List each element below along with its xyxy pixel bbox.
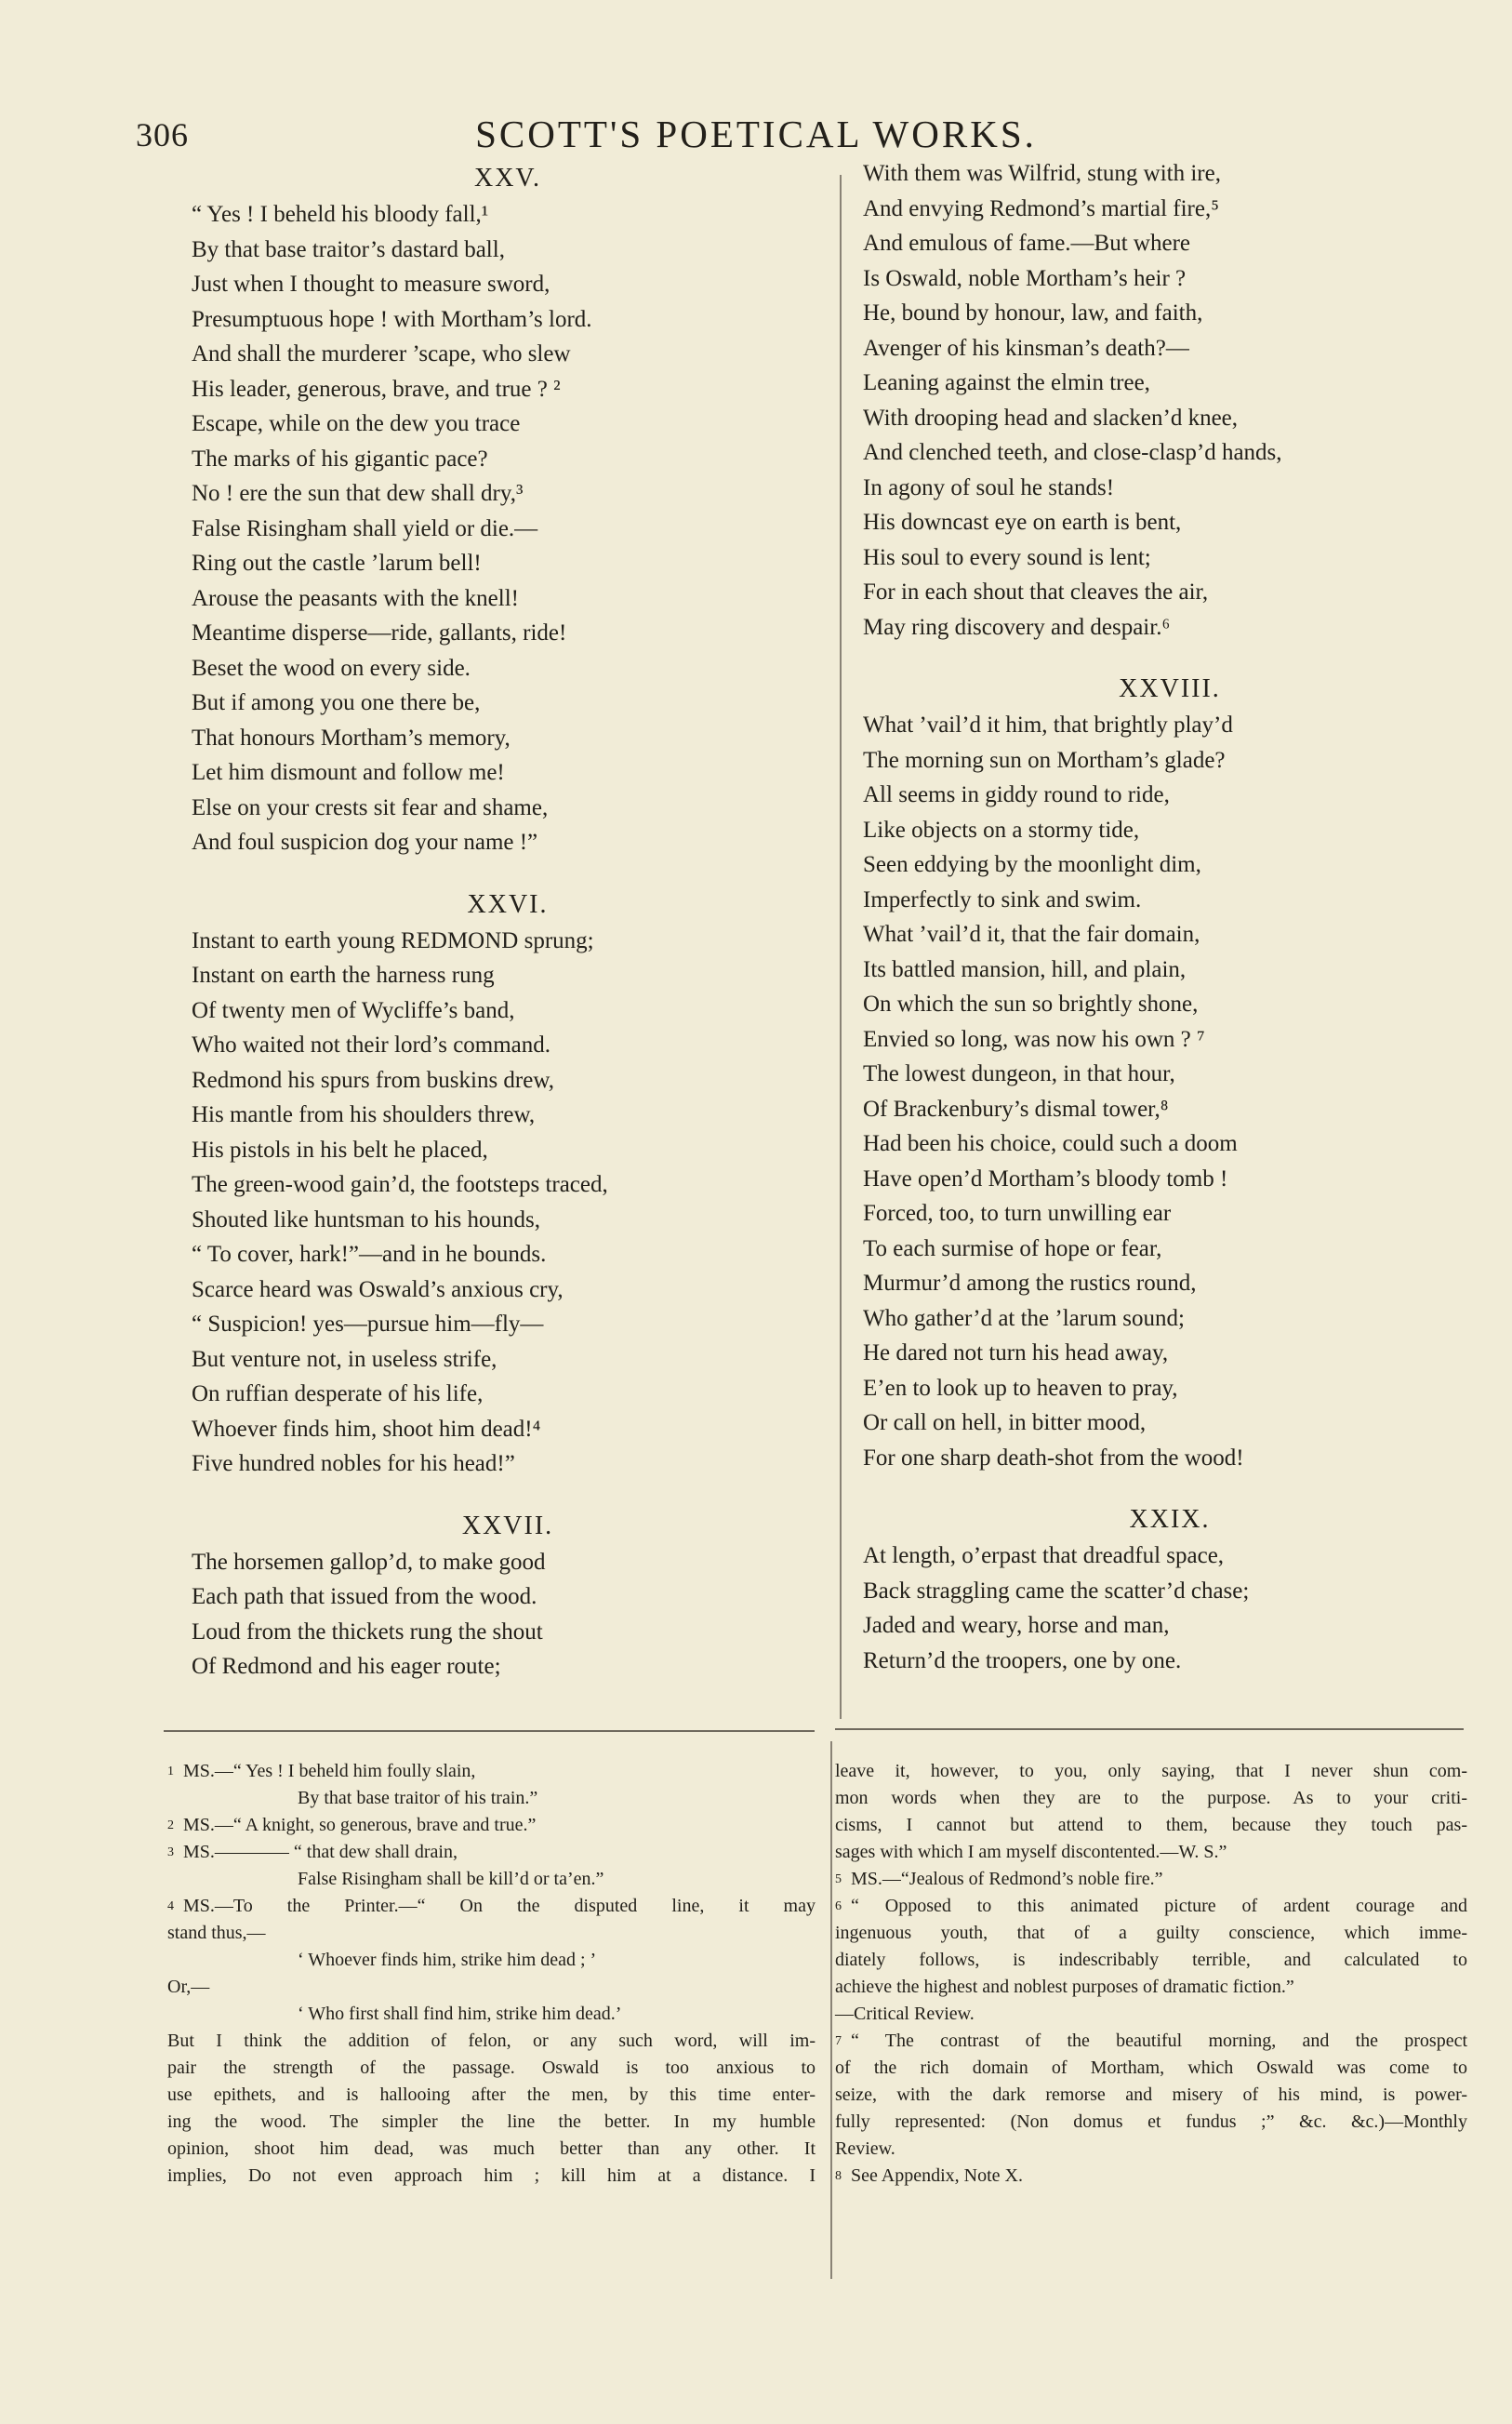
verse-line: He, bound by honour, law, and faith, <box>863 300 1203 326</box>
stanza <box>863 1505 1477 1678</box>
verse-line: On ruffian desperate of his life, <box>192 1381 484 1406</box>
footnote-line <box>167 2028 816 2055</box>
footnote-line <box>167 2082 816 2109</box>
footnote-text: —Critical Review. <box>835 2004 975 2024</box>
verse-line: Like objects on a stormy tide, <box>863 817 1140 843</box>
verse-line: And clenched teeth, and close-clasp’d hands, <box>863 440 1282 465</box>
verse-line: What ’vail’d it, that the fair domain, <box>863 922 1200 947</box>
verse-line: The horsemen gallop’d, to make good <box>192 1549 546 1575</box>
footnote-line <box>835 2028 1467 2055</box>
footnote-text: pair the strength of the passage. Oswald is too anxious to <box>167 2058 816 2078</box>
page-number: 306 <box>136 116 189 153</box>
verse-line: At length, o’erpast that dreadful space, <box>863 1543 1225 1568</box>
verse-line: Forced, too, to turn unwilling ear <box>863 1201 1172 1226</box>
verse-line: He dared not turn his head away, <box>863 1340 1169 1365</box>
footnote-text: MS.—“Jealous of Redmond’s noble fire.” <box>851 1869 1163 1889</box>
footnote-text: stand thus,— <box>167 1923 266 1943</box>
footnote-text: cisms, I cannot but attend to them, because they touch pas- <box>835 1815 1467 1835</box>
footnote-text: mon words when they are to the purpose. As to your criti- <box>835 1788 1467 1808</box>
footnote-line <box>835 1974 1467 2001</box>
column-divider <box>840 175 842 1719</box>
footnote-line <box>835 2136 1467 2163</box>
footnote-text: ing the wood. The simpler the line the better. In my humble <box>167 2111 816 2132</box>
footnote-text: Or,— <box>167 1977 210 1997</box>
footnote-line <box>835 2001 1467 2028</box>
verse-line: His mantle from his shoulders threw, <box>192 1102 536 1127</box>
footnote-marker: 4 <box>167 1899 174 1913</box>
verse-line: For one sharp death-shot from the wood! <box>863 1445 1244 1471</box>
verse-line: Whoever finds him, shoot him dead!⁴ <box>192 1416 541 1442</box>
footnote-text: MS.—To the Printer.—“ On the disputed line, it may <box>183 1896 816 1916</box>
footnote-text: “ Opposed to this animated picture of ardent courage and <box>851 1896 1467 1916</box>
footnote-line <box>167 2109 816 2136</box>
verse-line: Five hundred nobles for his head!” <box>192 1451 515 1476</box>
verse-line: Instant on earth the harness rung <box>192 963 495 988</box>
verse-line: With them was Wilfrid, stung with ire, <box>863 161 1221 186</box>
verse-line: Escape, while on the dew you trace <box>192 411 521 436</box>
verse-line: Shouted like huntsman to his hounds, <box>192 1206 540 1232</box>
verse-line: Murmur’d among the rustics round, <box>863 1271 1197 1296</box>
verse-line: Envied so long, was now his own ? ⁷ <box>863 1026 1205 1052</box>
footnote-line <box>835 1893 1467 1920</box>
verse-line: His downcast eye on earth is bent, <box>863 510 1182 535</box>
verse-line: And foul suspicion dog your name !” <box>192 830 538 855</box>
verse-line: Instant to earth young REDMOND sprung; <box>192 927 594 953</box>
footnote-text: False Risingham shall be kill’d or ta’en.” <box>298 1869 604 1889</box>
verse-line: All seems in giddy round to ride, <box>863 782 1170 807</box>
verse-line: Meantime disperse—ride, gallants, ride! <box>192 620 567 646</box>
stanza-number: XXVIII. <box>1119 674 1221 703</box>
verse-line: E’en to look up to heaven to pray, <box>863 1375 1178 1401</box>
footnote-marker: 3 <box>167 1845 174 1859</box>
verse-line: By that base traitor’s dastard ball, <box>192 236 505 262</box>
footnote-line <box>835 1839 1467 1866</box>
footnote-line <box>835 2055 1467 2082</box>
footnote-line <box>835 1758 1467 1785</box>
footnote-text: opinion, shoot him dead, was much better than any other. It <box>167 2138 816 2159</box>
stanza <box>192 890 824 1482</box>
footnote-rule-left <box>164 1730 815 1732</box>
verse-line: “ Suspicion! yes—pursue him—fly— <box>192 1312 544 1337</box>
verse-line: Who gather’d at the ’larum sound; <box>863 1305 1185 1331</box>
verse-line: His pistols in his belt he placed, <box>192 1137 488 1163</box>
stanza-number: XXV. <box>473 164 542 193</box>
verse-line: Who waited not their lord’s command. <box>192 1032 551 1058</box>
verse-line: The lowest dungeon, in that hour, <box>863 1061 1175 1086</box>
footnote-line <box>835 1866 1467 1893</box>
footnote-line <box>167 1812 816 1839</box>
verse-line: Seen eddying by the moonlight dim, <box>863 852 1201 877</box>
footnote-marker: 1 <box>167 1765 174 1778</box>
verse-line: Just when I thought to measure sword, <box>192 272 550 297</box>
footnote-line <box>167 1866 816 1893</box>
footnote-text: diately follows, is indescribably terrible, and calculated to <box>835 1950 1467 1970</box>
verse-line: For in each shout that cleaves the air, <box>863 579 1209 605</box>
verse-line: Redmond his spurs from buskins drew, <box>192 1067 555 1093</box>
verse-line: His soul to every sound is lent; <box>863 544 1151 570</box>
footnote-rule-right <box>835 1728 1464 1730</box>
footnote-text: ‘ Who first shall find him, strike him dead.’ <box>298 2004 622 2024</box>
footnote-line <box>835 1947 1467 1974</box>
footnote-text: But I think the addition of felon, or any such word, will im- <box>167 2031 816 2051</box>
verse-line: Loud from the thickets rung the shout <box>192 1618 543 1645</box>
footnote-marker: 6 <box>835 1899 842 1913</box>
stanza <box>192 1512 824 1685</box>
verse-line: Presumptuous hope ! with Mortham’s lord. <box>192 306 592 332</box>
verse-line: May ring discovery and despair.⁶ <box>863 614 1171 640</box>
footnote-text: See Appendix, Note X. <box>851 2165 1023 2186</box>
footnote-text: seize, with the dark remorse and misery of his mind, is power- <box>835 2084 1467 2105</box>
verse-line: And emulous of fame.—But where <box>863 231 1191 256</box>
verse-line: Let him dismount and follow me! <box>192 760 505 785</box>
verse-line: With drooping head and slacken’d knee, <box>863 405 1239 431</box>
verse-line: But venture not, in useless strife, <box>192 1346 497 1372</box>
footnote-line <box>167 1920 816 1947</box>
verse-line: Jaded and weary, horse and man, <box>863 1613 1170 1638</box>
verse-line: What ’vail’d it him, that brightly play’d <box>863 713 1233 738</box>
footnote-text: Review. <box>835 2138 895 2159</box>
footnote-line <box>167 1974 816 2001</box>
stanza-number: XXIX. <box>1129 1505 1211 1534</box>
verse-line: Scarce heard was Oswald’s anxious cry, <box>192 1276 564 1302</box>
verse-line: But if among you one there be, <box>192 690 481 715</box>
footnote-text: leave it, however, to you, only saying, that I never shun com- <box>835 1761 1467 1781</box>
stanza <box>192 164 824 860</box>
verse-line: Have open’d Mortham’s bloody tomb ! <box>863 1165 1228 1192</box>
verse-line: And envying Redmond’s martial fire,⁵ <box>863 195 1219 221</box>
footnote-text: fully represented: (Non domus et fundus ;” &c. &c.)—Monthly <box>835 2111 1467 2132</box>
verse-line: Had been his choice, could such a doom <box>863 1131 1238 1156</box>
verse-line: Is Oswald, noble Mortham’s heir ? <box>863 265 1187 291</box>
verse-line: “ To cover, hark!”—and in he bounds. <box>192 1242 547 1267</box>
footnote-line <box>835 1812 1467 1839</box>
footnote-line <box>835 1920 1467 1947</box>
footnote-line <box>167 2001 816 2028</box>
verse-line: And shall the murderer ’scape, who slew <box>192 341 571 366</box>
verse-line: Avenger of his kinsman’s death?— <box>863 335 1189 361</box>
footnote-text: MS.—“ Yes ! I beheld him foully slain, <box>183 1761 476 1781</box>
verse-line: Beset the wood on every side. <box>192 655 471 681</box>
verse-line: The marks of his gigantic pace? <box>192 446 488 472</box>
verse-line: Of Brackenbury’s dismal tower,⁸ <box>863 1096 1169 1122</box>
footnote-text: “ The contrast of the beautiful morning, and the prospect <box>851 2031 1467 2051</box>
footnote-line <box>835 2109 1467 2136</box>
stanza <box>863 674 1477 1475</box>
footnote-line <box>167 2055 816 2082</box>
stanza <box>863 156 1477 645</box>
footnote-line <box>835 1785 1467 1812</box>
verse-line: Ring out the castle ’larum bell! <box>192 551 482 576</box>
footnote-text: ‘ Whoever finds him, strike him dead ; ’ <box>298 1950 597 1970</box>
footnote-marker: 8 <box>835 2169 842 2183</box>
verse-line: False Risingham shall yield or die.— <box>192 515 538 541</box>
stanza-number: XXVI. <box>467 889 549 919</box>
right-poem-column <box>863 156 1477 1708</box>
footnote-line <box>835 2082 1467 2109</box>
verse-line: Back straggling came the scatter’d chase; <box>863 1578 1250 1604</box>
verse-line: That honours Mortham’s memory, <box>192 725 511 751</box>
verse-line: No ! ere the sun that dew shall dry,³ <box>192 481 524 506</box>
footnote-line <box>167 1893 816 1920</box>
running-title: SCOTT'S POETICAL WORKS. <box>475 113 1037 155</box>
footnote-line <box>835 2163 1467 2190</box>
verse-line: Or call on hell, in bitter mood, <box>863 1410 1147 1435</box>
verse-line: To each surmise of hope or fear, <box>863 1235 1162 1261</box>
footnote-text: MS.———— “ that dew shall drain, <box>183 1842 458 1862</box>
left-poem-column <box>192 156 824 1714</box>
footnotes-left <box>167 1758 816 2190</box>
verse-line: On which the sun so brightly shone, <box>863 992 1199 1017</box>
verse-line: Of twenty men of Wycliffe’s band, <box>192 997 515 1023</box>
footnote-line <box>167 1758 816 1785</box>
footnote-marker: 2 <box>167 1818 174 1832</box>
verse-line: The morning sun on Mortham’s glade? <box>863 747 1226 773</box>
verse-line: Arouse the peasants with the knell! <box>192 585 519 611</box>
footnote-line <box>167 2136 816 2163</box>
footnote-text: MS.—“ A knight, so generous, brave and true.” <box>183 1815 537 1835</box>
footnote-text: By that base traitor of his train.” <box>298 1788 538 1808</box>
verse-line: Imperfectly to sink and swim. <box>863 886 1142 912</box>
footnote-text: of the rich domain of Mortham, which Oswald was come to <box>835 2058 1467 2078</box>
verse-line: “ Yes ! I beheld his bloody fall,¹ <box>192 202 489 227</box>
verse-line: His leader, generous, brave, and true ? ² <box>192 376 561 402</box>
footnote-line <box>167 1947 816 1974</box>
footnote-line <box>167 1839 816 1866</box>
verse-line: Each path that issued from the wood. <box>192 1584 537 1609</box>
footnote-text: achieve the highest and noblest purposes of dramatic fiction.” <box>835 1977 1294 1997</box>
footnote-text: ingenuous youth, that of a guilty conscience, which imme- <box>835 1923 1467 1943</box>
verse-line: Return’d the troopers, one by one. <box>863 1647 1182 1673</box>
verse-line: Leaning against the elmin tree, <box>863 370 1150 395</box>
footnote-line <box>167 1785 816 1812</box>
footnote-text: sages with which I am myself discontented.—W. S.” <box>835 1842 1227 1862</box>
footnote-text: implies, Do not even approach him ; kill him at a distance. I <box>167 2165 816 2186</box>
verse-line: The green-wood gain’d, the footsteps traced, <box>192 1172 608 1197</box>
verse-line: Of Redmond and his eager route; <box>192 1654 501 1679</box>
footnote-column-divider <box>830 1741 832 2279</box>
verse-line: In agony of soul he stands! <box>863 474 1115 500</box>
stanza-number: XXVII. <box>461 1511 554 1540</box>
footnote-marker: 7 <box>835 2034 842 2048</box>
verse-line: Else on your crests sit fear and shame, <box>192 794 549 820</box>
footnotes-right <box>835 1758 1467 2190</box>
verse-line: Its battled mansion, hill, and plain, <box>863 956 1187 982</box>
footnote-text: use epithets, and is hallooing after the men, by this time enter- <box>167 2084 816 2105</box>
footnote-marker: 5 <box>835 1872 842 1886</box>
footnote-line <box>167 2163 816 2190</box>
